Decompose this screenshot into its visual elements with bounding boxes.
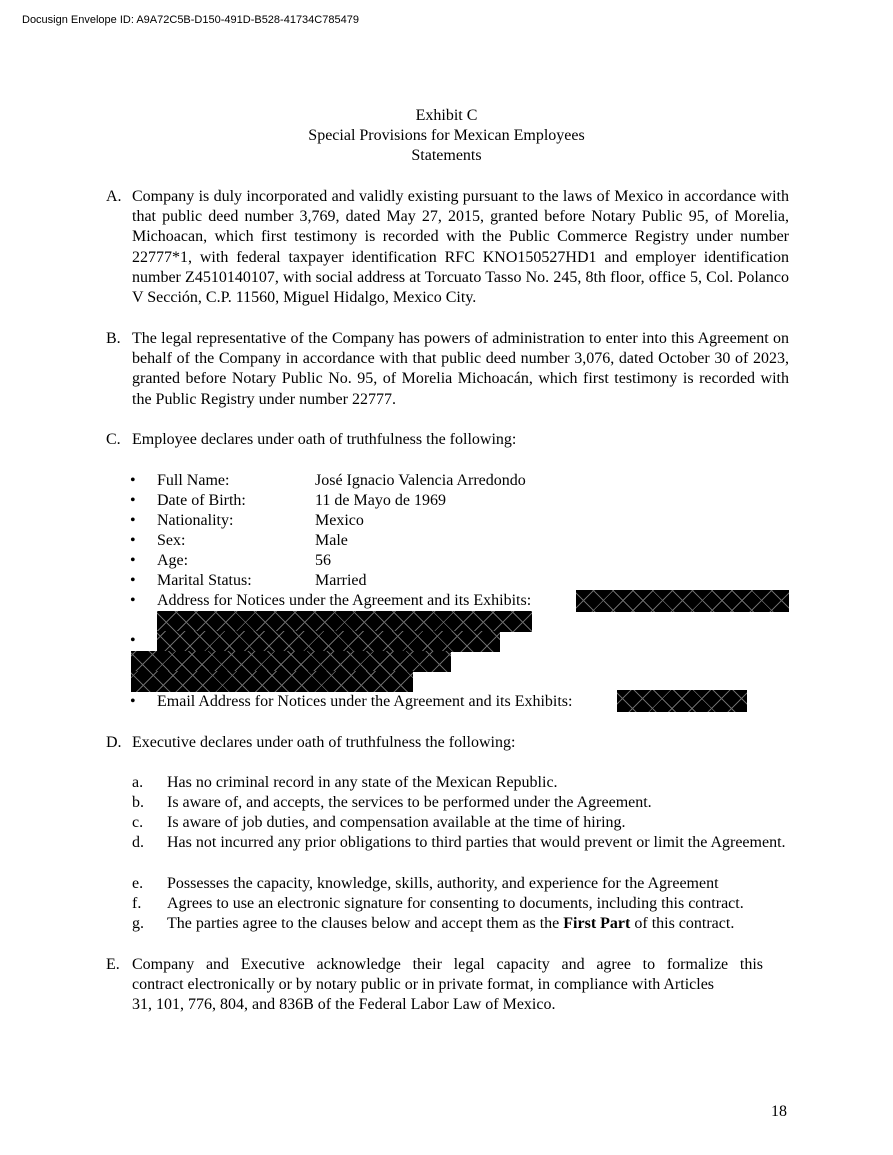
field-label: Marital Status: bbox=[157, 572, 252, 589]
section-e-text bbox=[132, 955, 789, 1016]
bullet: • bbox=[130, 693, 136, 710]
field-value: Married bbox=[315, 572, 367, 589]
list-text: Is aware of, and accepts, the services to be performed under the Agreement. bbox=[167, 794, 652, 811]
redaction-block bbox=[131, 651, 451, 672]
list-text: Is aware of job duties, and compensation available at the time of hiring. bbox=[167, 814, 626, 831]
address-label: Address for Notices under the Agreement and its Exhibits: bbox=[157, 592, 532, 609]
field-value: Mexico bbox=[315, 512, 364, 529]
bullet: • bbox=[130, 472, 136, 489]
redaction-block bbox=[617, 690, 747, 712]
list-marker: d. bbox=[132, 834, 144, 851]
section-e-line: contract electronically or by notary public or in private format, in compliance with Articles bbox=[132, 976, 715, 994]
field-label: Nationality: bbox=[157, 512, 234, 529]
list-marker: f. bbox=[132, 895, 142, 912]
bullet: • bbox=[130, 572, 136, 589]
first-part-bold: First Part bbox=[563, 915, 631, 932]
list-text: Has not incurred any prior obligations to third parties that would prevent or limit the Agreement. bbox=[167, 834, 786, 851]
field-value: 11 de Mayo de 1969 bbox=[315, 492, 446, 509]
field-label: Age: bbox=[157, 552, 189, 569]
field-value: José Ignacio Valencia Arredondo bbox=[315, 472, 526, 489]
bullet: • bbox=[130, 532, 136, 549]
bullet: • bbox=[130, 492, 136, 509]
envelope-id: Docusign Envelope ID: A9A72C5B-D150-491D-B528-41734C785479 bbox=[22, 14, 359, 26]
field-value: Male bbox=[315, 532, 348, 549]
field-label: Full Name: bbox=[157, 472, 230, 489]
list-text bbox=[167, 914, 789, 934]
section-a-text: Company is duly incorporated and validly existing pursuant to the laws of Mexico in accordance with that public deed number 3,769, dated May 27, 2015, granted before Notary Public 95, of Morelia, Michoacan, which first testimony is recorded with the Public Commerce Registry under number 22777*1, with federal taxpayer identification RFC KNO150527HD1 and employer identification number Z4510140107, with social address at Torcuato Tasso No. 245, 8th floor, office 5, Col. Polanco V Sección, C.P. 11560, Miguel Hidalgo, Mexico City. bbox=[132, 188, 789, 307]
redaction-block bbox=[157, 631, 500, 652]
exhibit-title: Exhibit C bbox=[415, 107, 478, 124]
section-a bbox=[106, 187, 789, 308]
list-item-a bbox=[132, 773, 789, 793]
bullet: • bbox=[130, 512, 136, 529]
list-item-g bbox=[132, 914, 789, 934]
section-e-line: 31, 101, 776, 804, and 836B of the Federal Labor Law of Mexico. bbox=[132, 996, 556, 1014]
section-d bbox=[106, 733, 789, 753]
list-marker: e. bbox=[132, 875, 144, 892]
redaction-block bbox=[131, 671, 413, 692]
section-c-letter: C. bbox=[106, 431, 121, 448]
section-e-line: Company and Executive acknowledge their legal capacity and agree to formalize this bbox=[132, 956, 763, 973]
section-b-text: The legal representative of the Company has powers of administration to enter into this Agreement on behalf of the Company in accordance with that public deed number 3,076, dated October 30 of 2023, granted before Notary Public No. 95, of Morelia Michoacán, which first testimony is recorded with the Public Registry under number 22777. bbox=[132, 330, 789, 408]
bullet: • bbox=[130, 592, 136, 609]
list-marker: c. bbox=[132, 814, 144, 831]
exhibit-heading: Statements bbox=[411, 147, 482, 164]
list-item-f bbox=[132, 894, 789, 914]
list-text-before: The parties agree to the clauses below and accept them as the bbox=[167, 915, 564, 932]
field-label: Sex: bbox=[157, 532, 186, 549]
bullet: • bbox=[130, 632, 136, 649]
list-text-after: of this contract. bbox=[630, 915, 735, 932]
redaction-block bbox=[576, 590, 789, 612]
section-c-text: Employee declares under oath of truthfulness the following: bbox=[132, 431, 517, 448]
section-b bbox=[106, 329, 789, 410]
bullet: • bbox=[130, 552, 136, 569]
field-value: 56 bbox=[315, 552, 331, 569]
list-item-c bbox=[132, 813, 789, 833]
list-text: Agrees to use an electronic signature for consenting to documents, including this contract. bbox=[167, 895, 744, 912]
list-marker: g. bbox=[132, 915, 144, 932]
list-item-b bbox=[132, 793, 789, 813]
section-b-letter: B. bbox=[106, 330, 121, 347]
section-d-text: Executive declares under oath of truthfulness the following: bbox=[132, 734, 516, 751]
list-marker: a. bbox=[132, 774, 144, 791]
section-c bbox=[106, 430, 789, 450]
redaction-block bbox=[157, 611, 532, 632]
list-text: Has no criminal record in any state of the Mexican Republic. bbox=[167, 774, 558, 791]
section-e bbox=[106, 955, 789, 1016]
field-label: Date of Birth: bbox=[157, 492, 246, 509]
list-marker: b. bbox=[132, 794, 144, 811]
section-d-letter: D. bbox=[106, 734, 122, 751]
exhibit-subtitle: Special Provisions for Mexican Employees bbox=[308, 127, 585, 144]
list-text: Possesses the capacity, knowledge, skills, authority, and experience for the Agreement bbox=[167, 875, 719, 892]
email-label: Email Address for Notices under the Agreement and its Exhibits: bbox=[157, 693, 573, 710]
list-item-e bbox=[132, 874, 789, 894]
section-e-letter: E. bbox=[106, 956, 120, 973]
list-item-d bbox=[132, 833, 789, 853]
section-a-letter: A. bbox=[106, 188, 122, 205]
page-number: 18 bbox=[771, 1103, 787, 1120]
